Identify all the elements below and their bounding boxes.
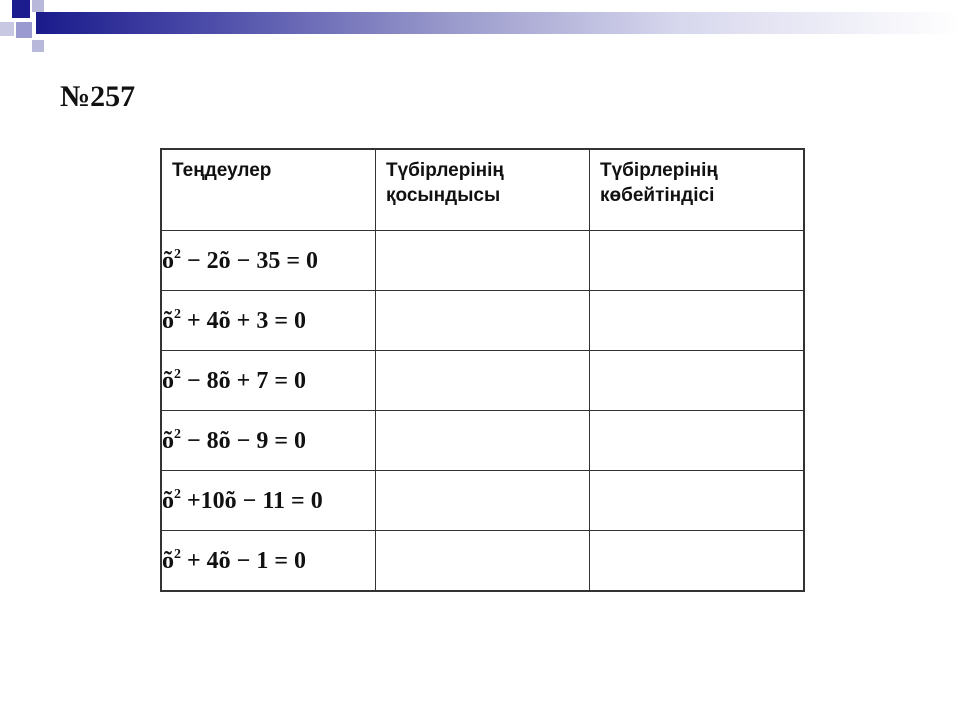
product-cell[interactable] bbox=[590, 531, 805, 592]
header-decoration bbox=[0, 0, 960, 62]
table-header-row bbox=[161, 149, 804, 231]
page-title: №257 bbox=[60, 80, 136, 113]
equations-table bbox=[160, 148, 805, 592]
table-row bbox=[161, 471, 804, 531]
product-cell[interactable] bbox=[590, 351, 805, 411]
table-row bbox=[161, 531, 804, 592]
column-header-sum: Түбірлерінің қосындысы bbox=[376, 149, 590, 231]
product-cell[interactable] bbox=[590, 471, 805, 531]
sum-cell[interactable] bbox=[376, 351, 590, 411]
equation-cell: $õ^2$ +10õ − 11 = 0 bbox=[161, 471, 376, 531]
product-cell[interactable] bbox=[590, 231, 805, 291]
product-cell[interactable] bbox=[590, 411, 805, 471]
table-row bbox=[161, 411, 804, 471]
sum-cell[interactable] bbox=[376, 531, 590, 592]
decor-square bbox=[0, 22, 14, 36]
equation-cell: $õ^2$ − 8õ − 9 = 0 bbox=[161, 411, 376, 471]
decor-square bbox=[32, 40, 44, 52]
decor-square bbox=[12, 0, 30, 18]
column-header-product: Түбірлерінің көбейтіндісі bbox=[590, 149, 805, 231]
table-row bbox=[161, 351, 804, 411]
equation-cell: $õ^2$ − 8õ + 7 = 0 bbox=[161, 351, 376, 411]
column-header-equations: Теңдеулер bbox=[161, 149, 376, 231]
equation-cell: $õ^2$ + 4õ − 1 = 0 bbox=[161, 531, 376, 592]
gradient-bar bbox=[36, 12, 960, 34]
sum-cell[interactable] bbox=[376, 471, 590, 531]
decor-square bbox=[32, 0, 44, 12]
sum-cell[interactable] bbox=[376, 411, 590, 471]
table-row bbox=[161, 231, 804, 291]
sum-cell[interactable] bbox=[376, 231, 590, 291]
equation-cell: $õ^2$ − 2õ − 35 = 0 bbox=[161, 231, 376, 291]
sum-cell[interactable] bbox=[376, 291, 590, 351]
decor-square bbox=[16, 22, 32, 38]
equation-cell: $õ^2$ + 4õ + 3 = 0 bbox=[161, 291, 376, 351]
product-cell[interactable] bbox=[590, 291, 805, 351]
table-row bbox=[161, 291, 804, 351]
